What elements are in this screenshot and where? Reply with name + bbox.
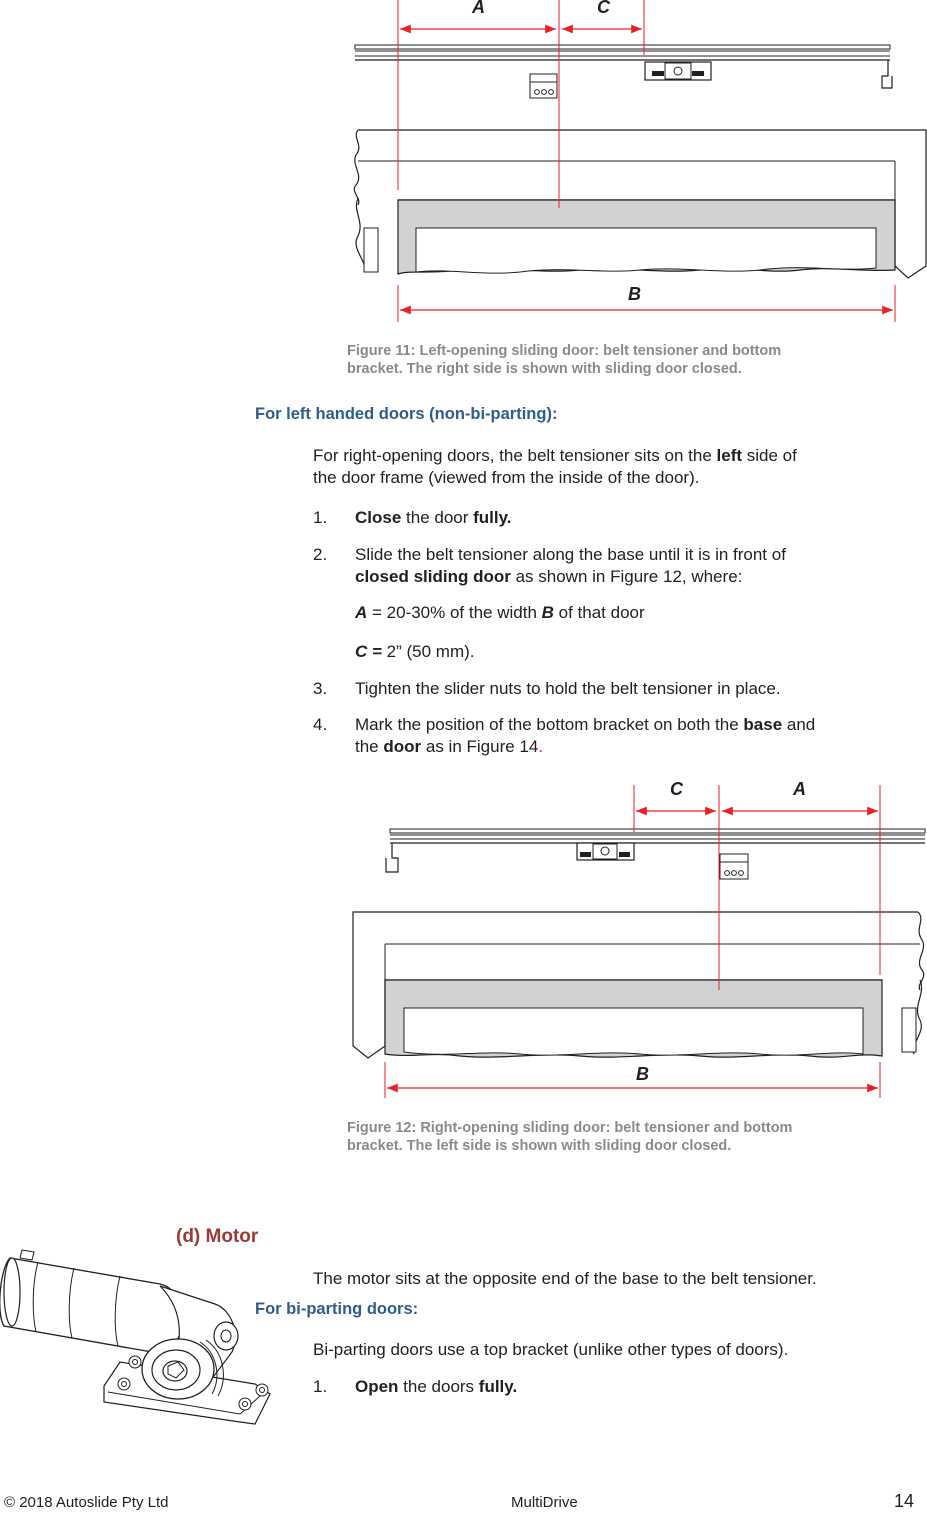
track-rail — [355, 45, 892, 88]
bottom-bracket — [720, 854, 748, 879]
left-handed-heading: For left handed doors (non-bi-parting): — [255, 405, 558, 423]
footer-page-number: 14 — [894, 1491, 915, 1511]
sliding-door — [385, 980, 882, 1057]
figure-12-caption: Figure 12: Right-opening sliding door: belt tensioner and bottom bracket. The left side is shown with sliding door closed. — [347, 1120, 793, 1154]
belt-tensioner — [645, 62, 711, 80]
bottom-bracket — [530, 74, 557, 98]
figure-11-caption: Figure 11: Left-opening sliding door: belt tensioner and bottom bracket. The right side is shown with sliding door closed. — [347, 343, 782, 377]
dimension-label-c: C — [597, 0, 610, 17]
figure-12-diagram — [340, 770, 927, 1100]
dimension-label-b: B — [636, 1064, 649, 1084]
dimension-label-a: A — [472, 0, 485, 17]
biparting-heading: For bi-parting doors: — [255, 1300, 419, 1318]
motor-illustration — [0, 1244, 275, 1429]
dimension-label-b: B — [628, 284, 641, 304]
footer-product: MultiDrive — [511, 1494, 578, 1511]
definition-a: A = 20-30% of the width B of that door — [355, 603, 645, 622]
section-heading-motor: (d) Motor — [176, 1226, 259, 1247]
belt-tensioner — [577, 843, 634, 860]
motor-intro: The motor sits at the opposite end of the base to the belt tensioner. — [313, 1269, 817, 1288]
track-rail — [386, 829, 925, 872]
dimension-label-c: C — [670, 779, 683, 799]
footer-copyright: © 2018 Autoslide Pty Ltd — [4, 1494, 169, 1511]
left-handed-intro: For right-opening doors, the belt tensioner sits on the left side of the door frame (viewed from the inside of the door). — [313, 446, 797, 487]
dimension-label-a: A — [793, 779, 806, 799]
definition-c: C = 2” (50 mm). — [355, 642, 475, 661]
biparting-text: Bi-parting doors use a top bracket (unlike other types of doors). — [313, 1340, 789, 1359]
sliding-door — [398, 200, 895, 274]
figure-11-diagram — [340, 0, 927, 330]
